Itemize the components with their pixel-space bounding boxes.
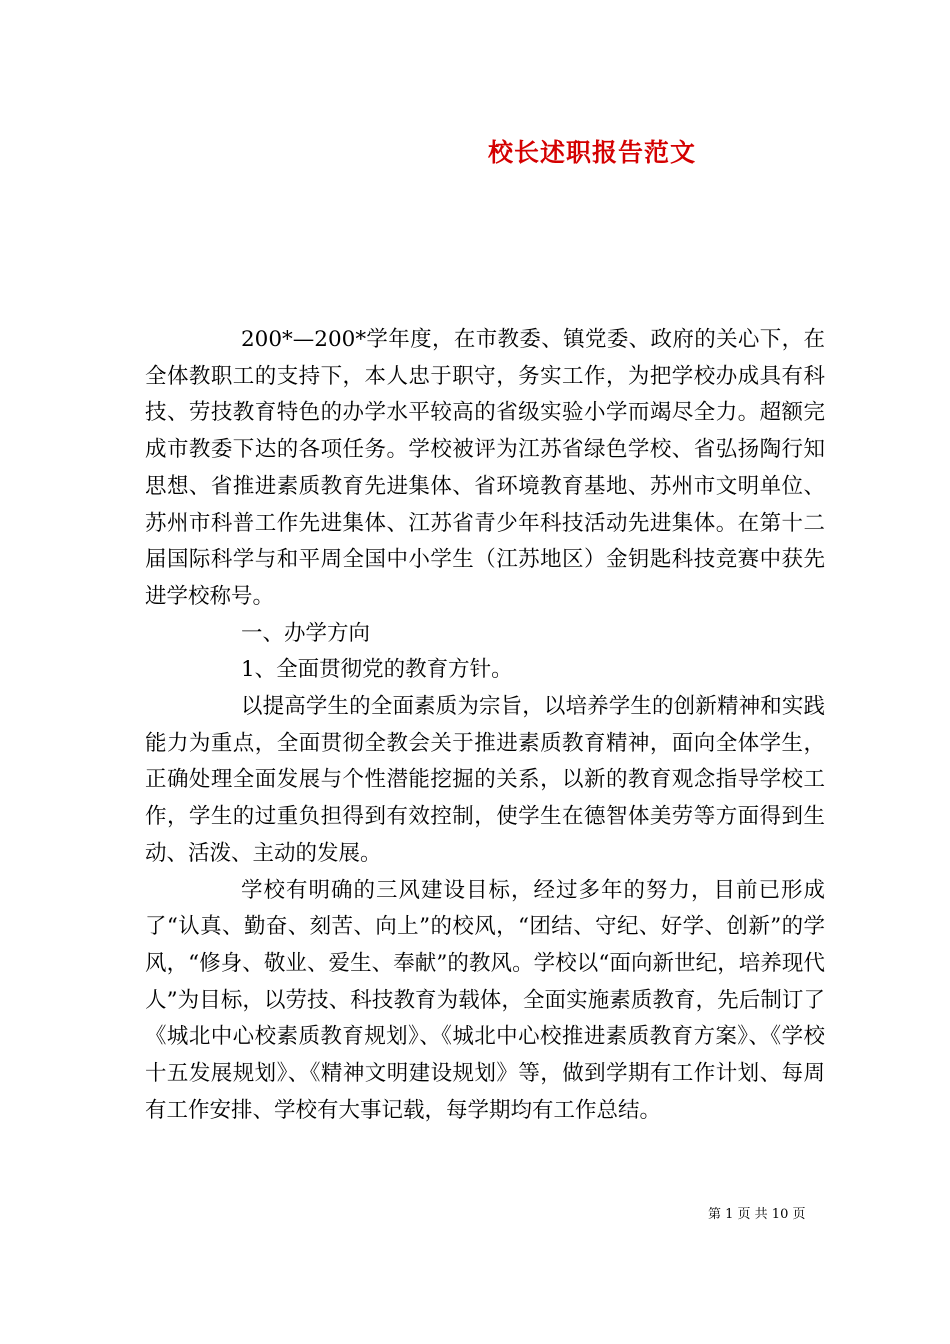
page-number: 第 1 页 共 10 页 <box>708 1207 806 1222</box>
policy-paragraph: 以提高学生的全面素质为宗旨，以培养学生的创新精神和实践能力为重点，全面贯彻全教会关于推进素质教育精神，面向全体学生，正确处理全面发展与个性潜能挖掘的关系，以新的教育观念指导学校工作，学生的过重负担得到有效控制，使学生在德智体美劳等方面得到生动、活泼、主动的发展。 <box>145 694 825 866</box>
school-spirit-paragraph: 学校有明确的三风建设目标，经过多年的努力，目前已形成了“认真、勤奋、刻苦、向上”的校风，“团结、守纪、好学、创新”的学风，“修身、敬业、爱生、奉献”的教风。学校以“面向新世纪，培养现代人”为目标，以劳技、科技教育为载体，全面实施素质教育，先后制订了《城北中心校素质教育规划》、《城北中心校推进素质教育方案》、《学校十五发展规划》、《精神文明建设规划》等，做到学期有工作计划、每周有工作安排、学校有大事记载，每学期均有工作总结。 <box>145 877 825 1123</box>
subsection-heading: 1、全面贯彻党的教育方针。 <box>241 657 513 683</box>
intro-paragraph: 200*—200*学年度，在市教委、镇党委、政府的关心下，在全体教职工的支持下，本人忠于职守，务实工作，为把学校办成具有科技、劳技教育特色的办学水平较高的省级实验小学而竭尽全力。超额完成市教委下达的各项任务。学校被评为江苏省绿色学校、省弘扬陶行知思想、省推进素质教育先进集体、省环境教育基地、苏州市文明单位、苏州市科普工作先进集体、江苏省青少年科技活动先进集体。在第十二届国际科学与和平周全国中小学生（江苏地区）金钥匙科技竞赛中获先进学校称号。 <box>145 327 825 609</box>
document-body <box>145 322 825 1129</box>
document-title: 校长述职报告范文 <box>488 138 697 167</box>
section-heading: 一、办学方向 <box>241 620 371 646</box>
